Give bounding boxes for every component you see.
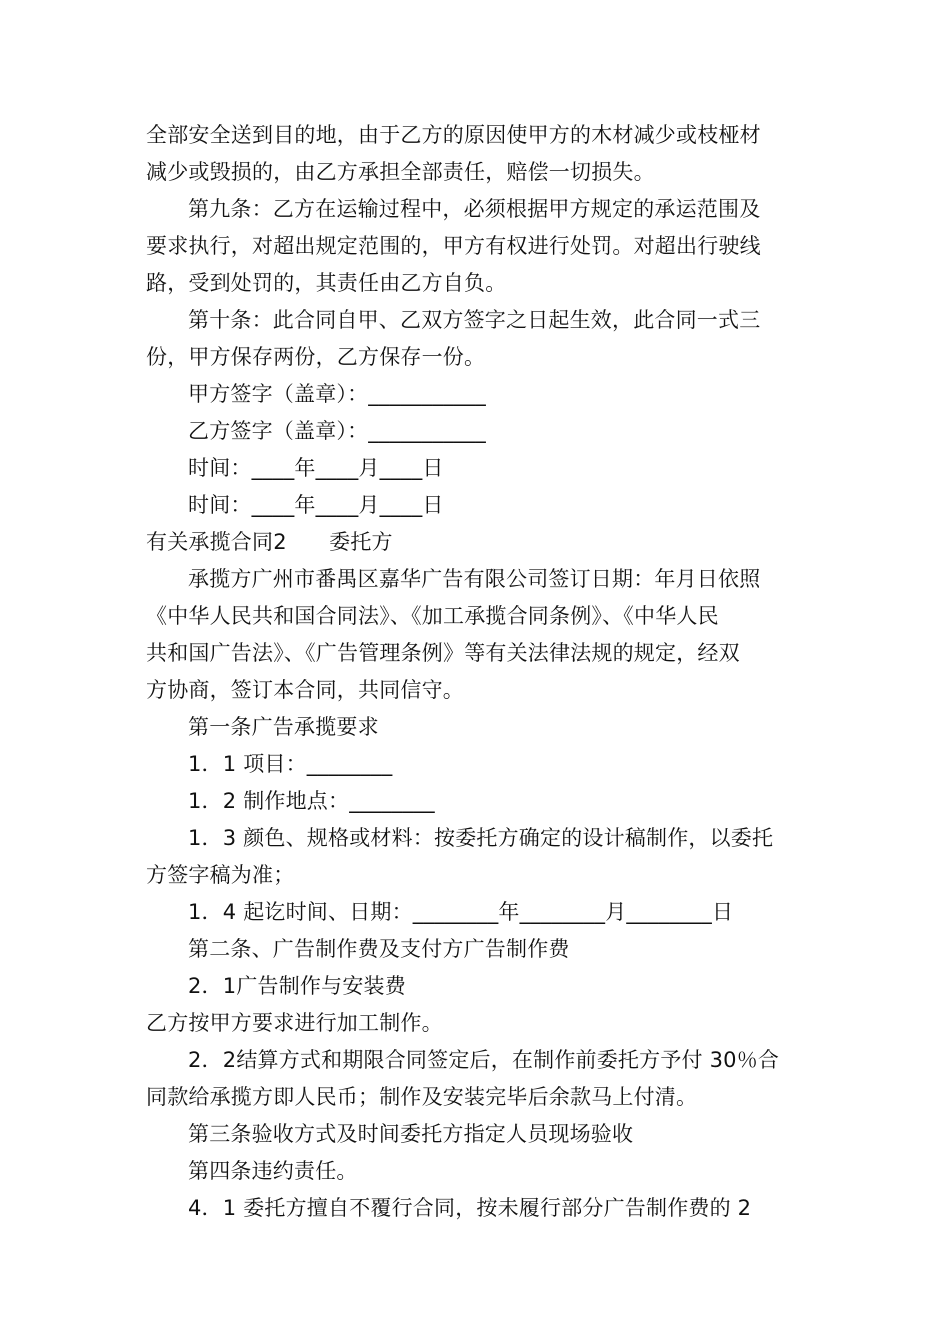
text-line: 2．2结算方式和期限合同签定后，在制作前委托方予付 30％合 — [188, 1048, 780, 1072]
text-line: 同款给承揽方即人民币；制作及安装完毕后余款马上付清。 — [146, 1085, 698, 1109]
article-heading: 第四条违约责任。 — [188, 1159, 358, 1183]
text-line: 2．1广告制作与安装费 — [188, 974, 406, 998]
text-line: 共和国广告法》、《广告管理条例》等有关法律法规的规定，经双 — [146, 641, 740, 665]
text-line: 全部安全送到目的地，由于乙方的原因使甲方的木材减少或枝桠材 — [146, 123, 761, 147]
text-line: 减少或毁损的，由乙方承担全部责任，赔偿一切损失。 — [146, 160, 655, 184]
signature-line-party-b: 乙方签字（盖章）：___________ — [188, 419, 486, 443]
text-line: 《中华人民共和国合同法》、《加工承揽合同条例》、《中华人民 — [146, 604, 719, 628]
text-line: 第十条：此合同自甲、乙双方签字之日起生效，此合同一式三 — [188, 308, 761, 332]
text-line: 路，受到处罚的，其责任由乙方自负。 — [146, 271, 507, 295]
text-line: 承揽方广州市番禺区嘉华广告有限公司签订日期：年月日依照 — [188, 567, 761, 591]
article-heading: 第二条、广告制作费及支付方广告制作费 — [188, 937, 570, 961]
text-line: 1．1 项目：________ — [188, 752, 393, 776]
article-heading: 第三条验收方式及时间委托方指定人员现场验收 — [188, 1122, 634, 1146]
text-line: 份，甲方保存两份，乙方保存一份。 — [146, 345, 486, 369]
text-line: 方协商，签订本合同，共同信守。 — [146, 678, 464, 702]
text-line: 乙方按甲方要求进行加工制作。 — [146, 1011, 443, 1035]
text-line: 4．1 委托方擅自不覆行合同，按未履行部分广告制作费的 2 — [188, 1196, 752, 1220]
text-line: 1．4 起讫时间、日期：________年________月________日 — [188, 900, 734, 924]
text-line: 要求执行，对超出规定范围的，甲方有权进行处罚。对超出行驶线 — [146, 234, 761, 258]
text-line: 第九条：乙方在运输过程中，必须根据甲方规定的承运范围及 — [188, 197, 761, 221]
date-line: 时间：____年____月____日 — [188, 493, 444, 517]
text-line: 1．3 颜色、规格或材料：按委托方确定的设计稿制作，以委托 — [188, 826, 774, 850]
signature-line-party-a: 甲方签字（盖章）：___________ — [188, 382, 486, 406]
date-line: 时间：____年____月____日 — [188, 456, 444, 480]
section-heading: 有关承揽合同2 委托方 — [146, 530, 393, 554]
text-line: 方签字稿为准； — [146, 863, 295, 887]
text-line: 1．2 制作地点：________ — [188, 789, 435, 813]
article-heading: 第一条广告承揽要求 — [188, 715, 379, 739]
